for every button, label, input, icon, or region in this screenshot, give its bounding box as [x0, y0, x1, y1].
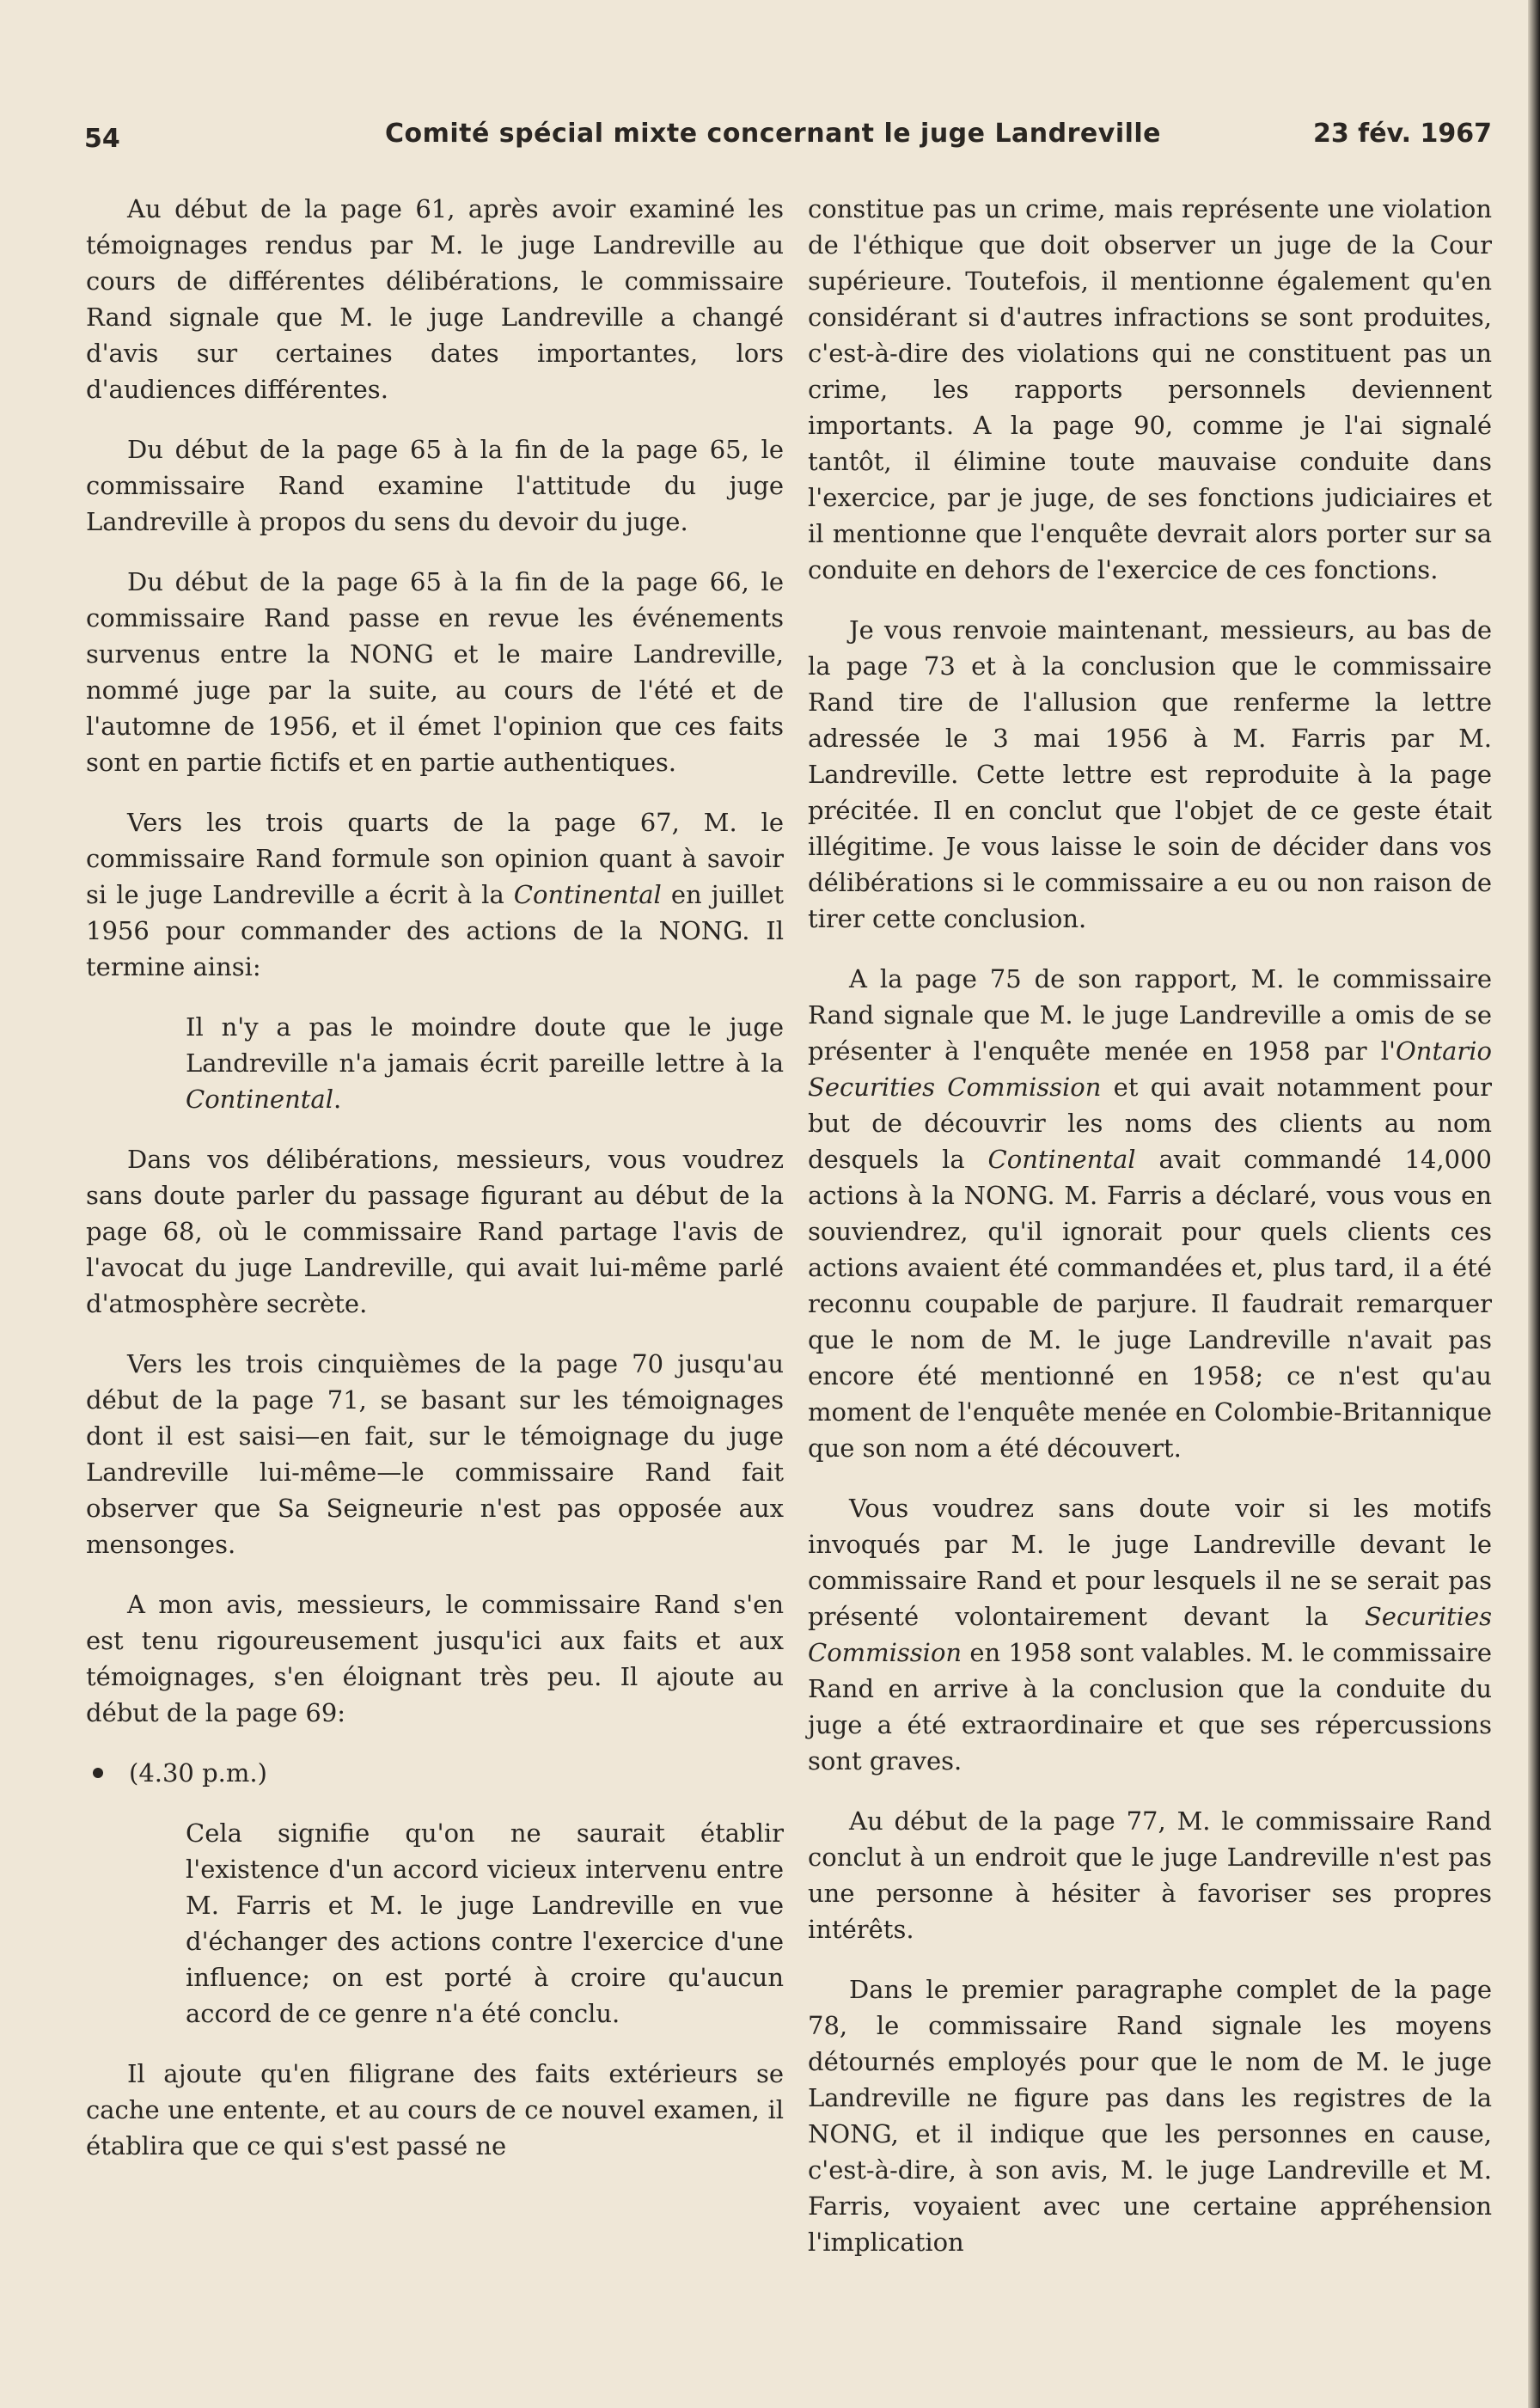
- text-run: Vous voudrez sans doute voir si les motifs invoqués par M. le juge Landreville devant le commissaire Rand et pour lesquels il ne se serait pas présenté volontairement devant la: [808, 1494, 1492, 1631]
- text-run: .: [333, 1085, 342, 1114]
- italic-run: Continental: [513, 880, 662, 909]
- paragraph: constitue pas un crime, mais représente une violation de l'éthique que doit observer un juge de la Cour supérieure. Toutefois, il mentionne également qu'en considérant si d'autres infractions se sont produites, c'est-à-dire des violations qui ne constituent pas un crime, les rapports personnels deviennent importants. A la page 90, comme je l'ai signalé tantôt, il élimine toute mauvaise conduite dans l'exercice, par je juge, de ses fonctions judiciaires et il mentionne que l'enquête devrait alors porter sur sa conduite en dehors de l'exercice de ces fonctions.: [808, 194, 1492, 584]
- page-title: Comité spécial mixte concernant le juge Landreville: [385, 119, 1162, 149]
- block-quote: [186, 1009, 784, 1117]
- paragraph: Au début de la page 61, après avoir examiné les témoignages rendus par M. le juge Landreville au cours de différentes délibérations, le commissaire Rand signale que M. le juge Landreville a changé d'avis sur certaines dates importantes, lors d'audiences différentes.: [86, 194, 784, 404]
- right-column: [808, 191, 1492, 2260]
- text-run: avait commandé 14,000 actions à la NONG. M. Farris a déclaré, vous vous en souviendrez, qu'il ignorait pour quels clients ces actions avaient été commandées et, plus tard, il a été reconnu coupable de parjure. Il faudrait remarquer que le nom de M. le juge Landreville n'avait pas encore été mentionné en 1958; ce n'est qu'au moment de l'enquête menée en Colombie-Britannique que son nom a été découvert.: [808, 1145, 1493, 1463]
- paragraph: Au début de la page 77, M. le commissaire Rand conclut à un endroit que le juge Landreville n'est pas une personne à hésiter à favoriser ses propres intérêts.: [808, 1806, 1492, 1944]
- paragraph: Dans vos délibérations, messieurs, vous voudrez sans doute parler du passage figurant au début de la page 68, où le commissaire Rand partage l'avis de l'avocat du juge Landreville, qui avait lui-même parlé d'atmosphère secrète.: [86, 1145, 784, 1318]
- italic-run: Securities Commission: [808, 1602, 1492, 1667]
- text-run: A la page 75 de son rapport, M. le commissaire Rand signale que M. le juge Landreville a omis de se présenter à l'enquête menée en 1958 par l': [808, 964, 1492, 1066]
- text-run: et qui avait notamment pour but de découvrir les noms des clients au nom desquels la: [808, 1073, 1492, 1174]
- paragraph: [86, 804, 784, 985]
- text-run: en juillet 1956 pour commander des actions de la NONG. Il termine ainsi:: [86, 880, 784, 981]
- paragraph: Du début de la page 65 à la fin de la page 65, le commissaire Rand examine l'attitude du juge Landreville à propos du sens du devoir du juge.: [86, 435, 784, 536]
- header-date: 23 fév. 1967: [1312, 119, 1492, 149]
- paragraph: Du début de la page 65 à la fin de la page 66, le commissaire Rand passe en revue les événements survenus entre la NONG et le maire Landreville, nommé juge par la suite, au cours de l'été et de l'automne de 1956, et il émet l'opinion que ces faits sont en partie fictifs et en partie authentiques.: [86, 567, 784, 777]
- italic-run: Continental: [186, 1085, 333, 1114]
- time-marker-text: (4.30 p.m.): [129, 1758, 267, 1788]
- block-quote: Cela signifie qu'on ne saurait établir l'existence d'un accord vicieux intervenu entre M. Farris et M. le juge Landreville en vue d'échanger des actions contre l'exercice d'une influence; on est porté à croire qu'aucun accord de ce genre n'a été conclu.: [186, 1818, 784, 2028]
- running-header: [84, 119, 1492, 162]
- italic-run: Continental: [987, 1145, 1136, 1174]
- left-column: [86, 191, 784, 2164]
- paragraph: Je vous renvoie maintenant, messieurs, au bas de la page 73 et à la conclusion que le commissaire Rand tire de l'allusion que renferme la lettre adressée le 3 mai 1956 à M. Farris par M. Landreville. Cette lettre est reproduite à la page précitée. Il en conclut que l'objet de ce geste était illégitime. Je vous laisse le soin de décider dans vos délibérations si le commissaire a eu ou non raison de tirer cette conclusion.: [808, 615, 1492, 933]
- bullet-icon: [93, 1768, 103, 1778]
- paragraph: A mon avis, messieurs, le commissaire Rand s'en est tenu rigoureusement jusqu'ici aux faits et aux témoignages, s'en éloignant très peu. Il ajoute au début de la page 69:: [86, 1590, 784, 1727]
- paragraph: Vers les trois cinquièmes de la page 70 jusqu'au début de la page 71, se basant sur les témoignages dont il est saisi—en fait, sur le témoignage du juge Landreville lui-même—le commissaire Rand fait observer que Sa Seigneurie n'est pas opposée aux mensonges.: [86, 1349, 784, 1559]
- text-run: en 1958 sont valables. M. le commissaire Rand en arrive à la conclusion que la conduite du juge a été extraordinaire et que ses répercussions sont graves.: [808, 1638, 1492, 1775]
- paragraph: Dans le premier paragraphe complet de la page 78, le commissaire Rand signale les moyens détournés employés pour que le nom de M. le juge Landreville ne figure pas dans les registres de la NONG, et il indique que les personnes en cause, c'est-à-dire, à son avis, M. le juge Landreville et M. Farris, voyaient avec une certaine appréhension l'implication: [808, 1975, 1492, 2257]
- page-number: 54: [84, 124, 120, 154]
- paragraph: [808, 961, 1492, 1466]
- paragraph: [808, 1490, 1492, 1779]
- paragraph: Il ajoute qu'en filigrane des faits extérieurs se cache une entente, et au cours de ce nouvel examen, il établira que ce qui s'est passé ne: [86, 2059, 784, 2160]
- page-edge: [1528, 0, 1540, 2408]
- text-run: Vers les trois quarts de la page 67, M. le commissaire Rand formule son opinion quant à savoir si le juge Landreville a écrit à la: [86, 808, 784, 909]
- time-marker: [86, 1755, 784, 1791]
- italic-run: Ontario Securities Commission: [808, 1036, 1492, 1102]
- text-run: Il n'y a pas le moindre doute que le juge Landreville n'a jamais écrit pareille lettre à la: [186, 1012, 784, 1078]
